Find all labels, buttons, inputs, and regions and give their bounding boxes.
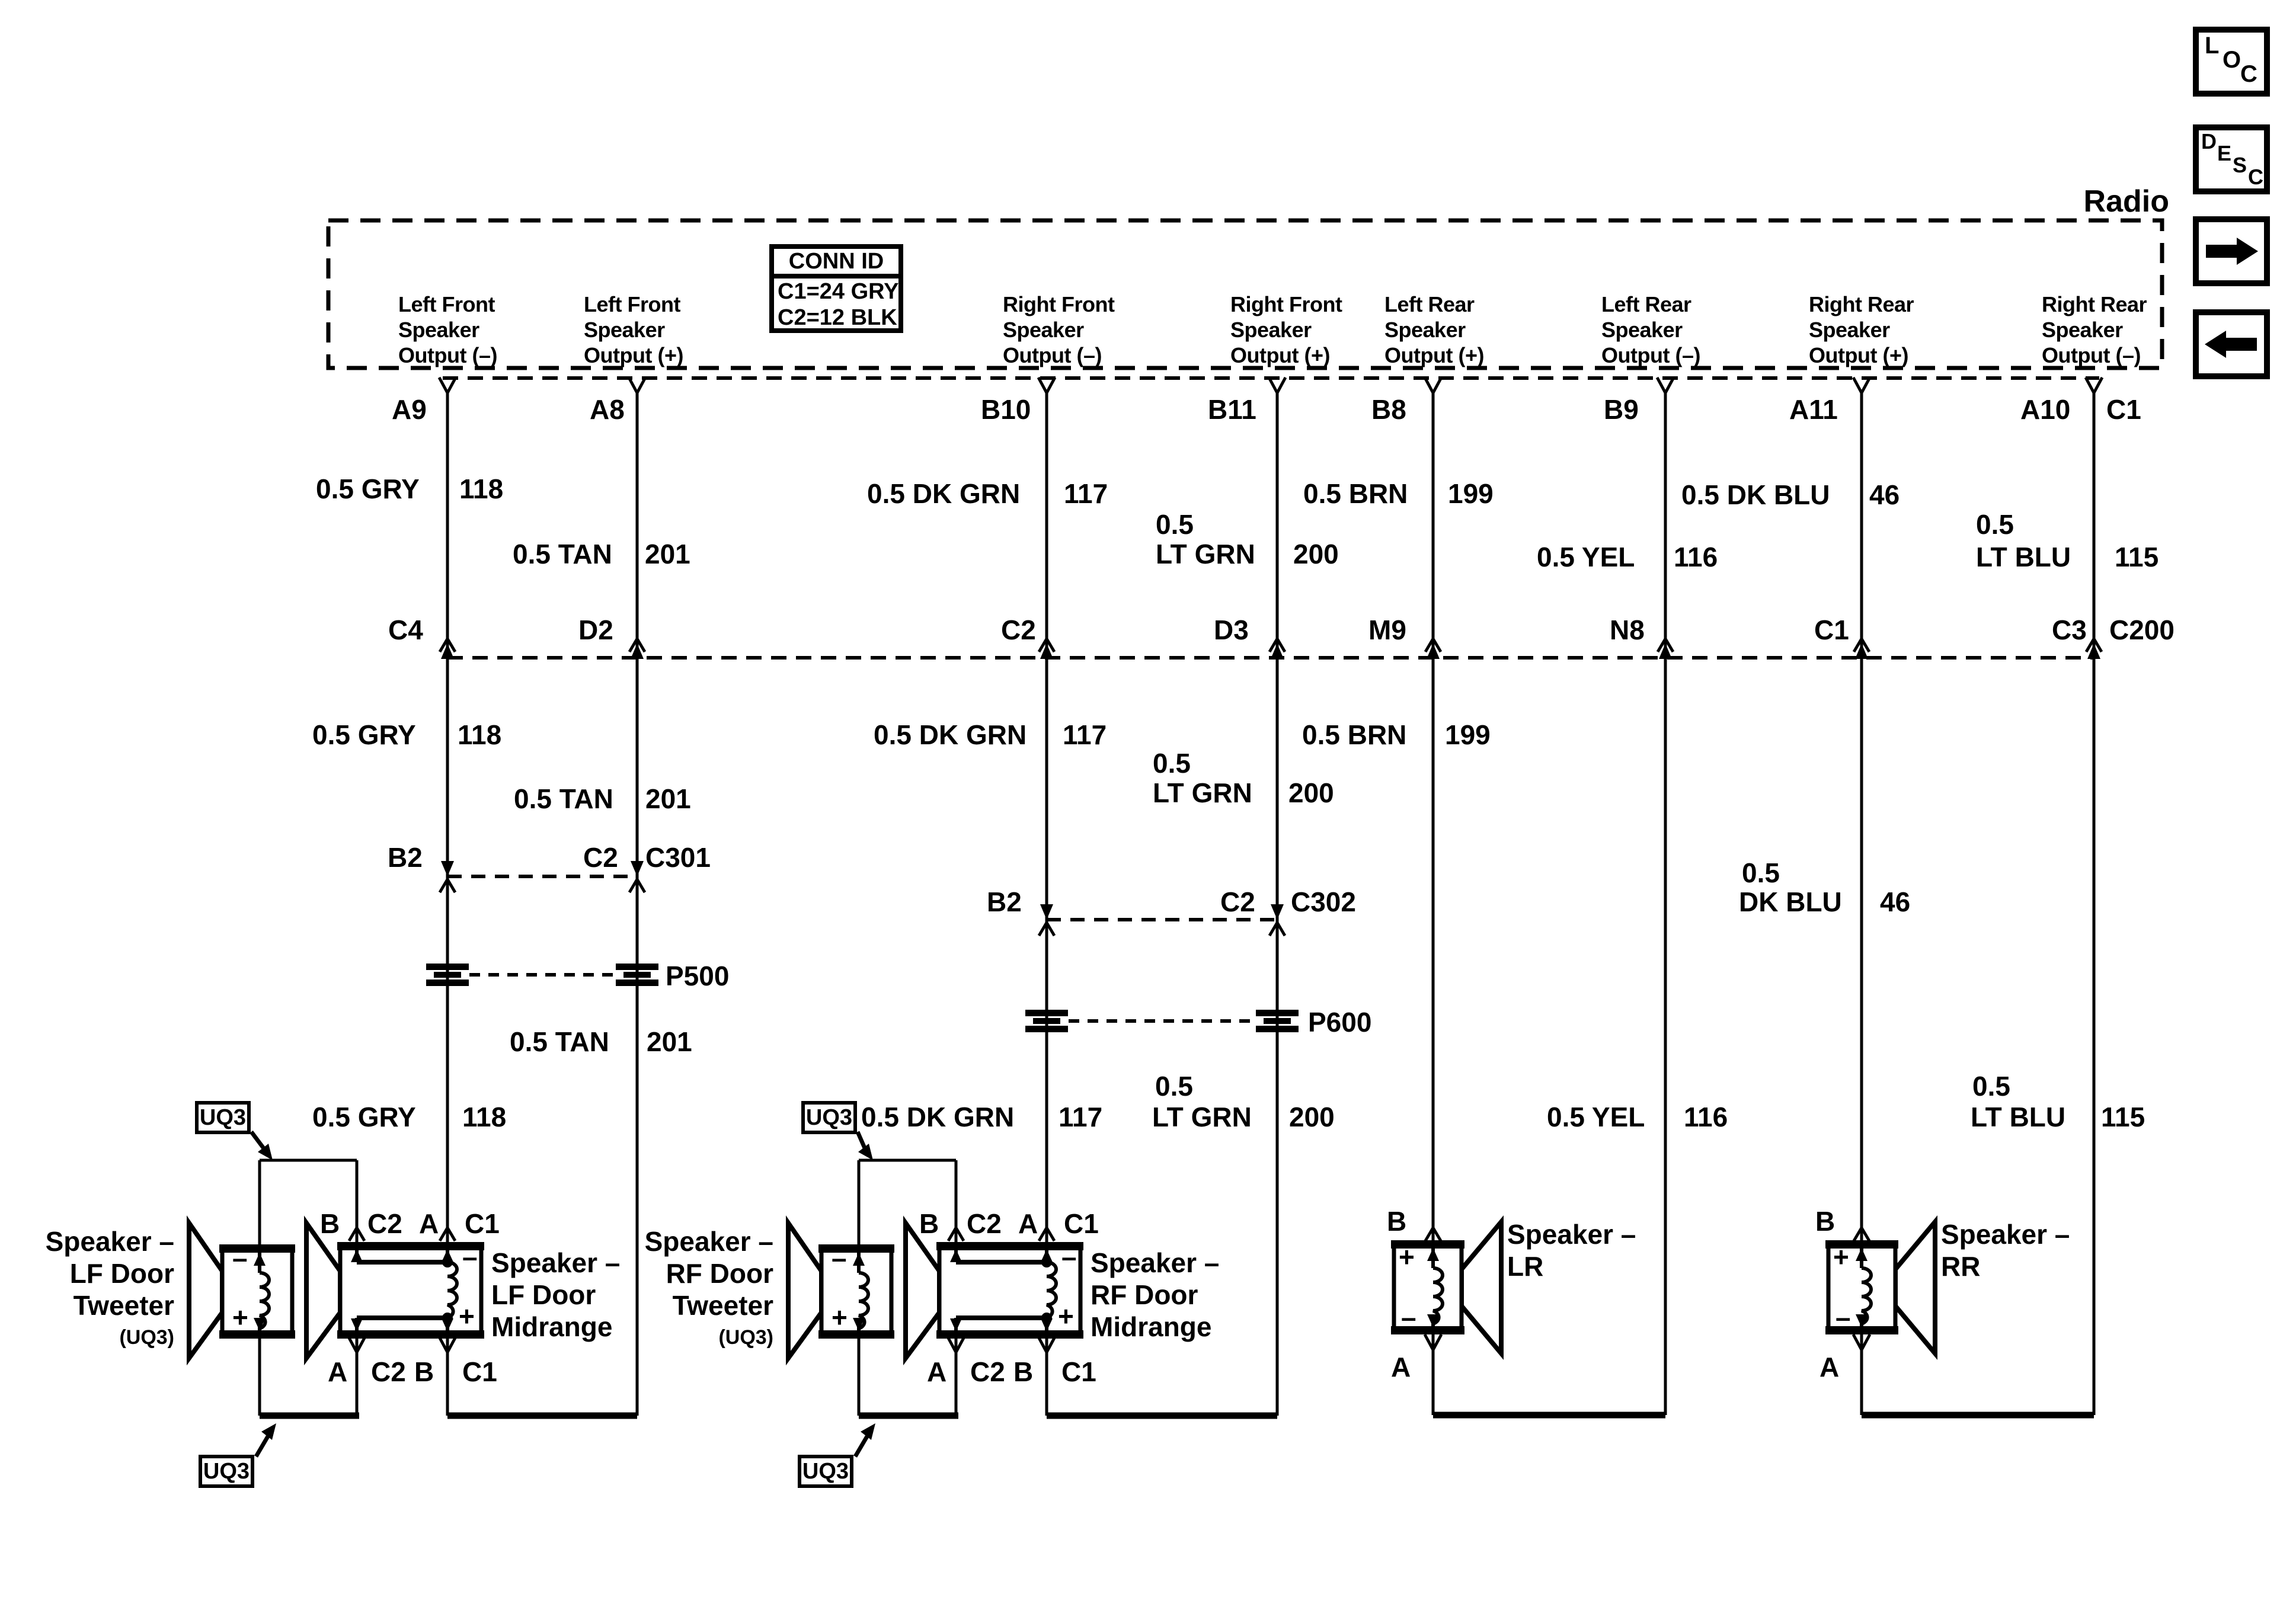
speaker-pin: A — [927, 1356, 947, 1387]
radio-pin-symbols — [439, 377, 2102, 393]
prev-page-button[interactable] — [2193, 309, 2270, 379]
circuit-number: 117 — [1059, 1102, 1103, 1132]
radio-output-label: Right Front Speaker Output (–) — [1003, 292, 1115, 367]
polarity-minus: – — [1835, 1302, 1851, 1333]
speaker-pin: C1 — [1061, 1356, 1096, 1387]
loc-letter: C — [2240, 61, 2257, 87]
connector-pin: C2 — [1220, 886, 1255, 917]
wire-label: 0.5 BRN — [1302, 719, 1407, 750]
wire-label: LT GRN — [1156, 539, 1255, 569]
next-page-button[interactable] — [2193, 216, 2270, 286]
circuit-number: 46 — [1869, 479, 1900, 510]
connector-pin: C4 — [388, 614, 423, 645]
speaker-label-rf-midrange: Speaker – RF Door Midrange — [1091, 1247, 1220, 1342]
desc-button[interactable] — [2193, 124, 2270, 194]
wire-label: 0.5 — [1742, 857, 1780, 888]
wire-label: 0.5 — [1972, 1071, 2010, 1102]
circuit-number: 115 — [2101, 1102, 2145, 1132]
connector-id: P600 — [1308, 1007, 1372, 1038]
radio-output-label: Left Rear Speaker Output (–) — [1601, 292, 1700, 367]
circuit-number: 201 — [645, 783, 691, 814]
connector-pin: N8 — [1610, 614, 1645, 645]
wire-label: LT BLU — [1976, 542, 2071, 572]
desc-letter: E — [2217, 141, 2232, 165]
circuit-number: 118 — [462, 1102, 507, 1132]
speaker-pin: C1 — [462, 1356, 497, 1387]
circuit-number: 118 — [458, 719, 502, 750]
bottom-buses — [260, 1415, 2094, 1416]
wire-label: 0.5 TAN — [513, 539, 612, 569]
wire-label: 0.5 GRY — [312, 1102, 416, 1132]
speaker-pin: B — [1387, 1206, 1407, 1237]
desc-letter: C — [2248, 165, 2263, 189]
polarity-plus: + — [459, 1301, 475, 1331]
p600-symbols — [1025, 1010, 1299, 1032]
conn-id-title: CONN ID — [774, 249, 898, 279]
connector-id: P500 — [666, 961, 730, 991]
wire-label: 0.5 GRY — [312, 719, 416, 750]
wire-label: 0.5 YEL — [1537, 542, 1635, 572]
wire-label: 0.5 DK GRN — [874, 719, 1027, 750]
circuit-number: 201 — [645, 539, 690, 569]
uq3-option-tag: UQ3 — [801, 1101, 857, 1134]
speaker-pin: A — [1819, 1352, 1840, 1382]
wire-label: 0.5 DK GRN — [861, 1102, 1015, 1132]
speaker-pin: B — [1013, 1356, 1034, 1387]
circuit-number: 116 — [1684, 1102, 1728, 1132]
circuit-number: 117 — [1064, 478, 1108, 509]
circuit-number: 115 — [2115, 542, 2159, 572]
speaker-pin: B — [919, 1208, 939, 1239]
polarity-minus: – — [832, 1243, 847, 1273]
connector-pin: D3 — [1214, 614, 1249, 645]
radio-pin: A11 — [1789, 394, 1838, 425]
circuit-number: 200 — [1293, 539, 1339, 569]
radio-pin: A10 — [2020, 394, 2071, 425]
speaker-pin: A — [419, 1208, 439, 1239]
polarity-plus: + — [1399, 1241, 1415, 1272]
wire-label: 0.5 DK BLU — [1681, 479, 1830, 510]
circuit-number: 118 — [459, 473, 504, 504]
wire-label: 0.5 GRY — [316, 473, 420, 504]
speaker-pin: C2 — [967, 1208, 1002, 1239]
conn-id-table — [769, 244, 903, 333]
connector-pin: C1 — [1814, 614, 1849, 645]
circuit-number: 116 — [1674, 542, 1718, 572]
wire-label: LT GRN — [1152, 1102, 1252, 1132]
desc-letter: D — [2201, 129, 2217, 153]
speaker-pin: C1 — [1064, 1208, 1099, 1239]
radio-output-label: Right Rear Speaker Output (+) — [1809, 292, 1914, 367]
radio-pin: B11 — [1208, 394, 1256, 425]
radio-pin: A8 — [590, 394, 625, 425]
radio-output-label: Left Rear Speaker Output (+) — [1384, 292, 1484, 367]
speaker-pin: C1 — [465, 1208, 500, 1239]
connector-id: C301 — [645, 842, 711, 873]
connector-pin: C2 — [1001, 614, 1036, 645]
wire-label: LT GRN — [1153, 777, 1252, 808]
arrow-left-icon — [2199, 315, 2264, 373]
uq3-option-tag: UQ3 — [798, 1455, 853, 1488]
radio-pin: B8 — [1371, 394, 1406, 425]
connector-pin: C3 — [2052, 614, 2087, 645]
speaker-pin: A — [328, 1356, 348, 1387]
speaker-pin: B — [320, 1208, 340, 1239]
connector-pin: D2 — [578, 614, 613, 645]
loc-letter: O — [2223, 47, 2241, 73]
wire-label: 0.5 — [1153, 748, 1191, 779]
wire-label: 0.5 — [1155, 1071, 1193, 1102]
loc-button[interactable] — [2193, 27, 2270, 97]
circuit-number: 46 — [1880, 886, 1911, 917]
circuit-number: 199 — [1445, 719, 1491, 750]
polarity-plus: + — [832, 1302, 848, 1333]
radio-pin: B10 — [981, 394, 1031, 425]
loc-letter: L — [2205, 33, 2220, 59]
c200-pin-symbols — [440, 639, 2102, 659]
desc-letter: S — [2233, 153, 2247, 177]
radio-output-label: Right Front Speaker Output (+) — [1230, 292, 1342, 367]
speaker-pin: C2 — [367, 1208, 402, 1239]
connector-pin: M9 — [1368, 614, 1406, 645]
conn-id-row: C2=12 BLK — [778, 305, 897, 330]
radio-connector-id: C1 — [2106, 394, 2141, 425]
speaker-pin: C2 — [371, 1356, 406, 1387]
speaker-pin: A — [1018, 1208, 1038, 1239]
connector-pin: B2 — [388, 842, 423, 873]
circuit-number: 200 — [1288, 777, 1334, 808]
radio-output-label: Left Front Speaker Output (+) — [584, 292, 683, 367]
radio-pin: B9 — [1604, 394, 1639, 425]
wire-label: 0.5 BRN — [1303, 478, 1408, 509]
wire-label: DK BLU — [1739, 886, 1842, 917]
connector-id: C200 — [2109, 614, 2175, 645]
speaker-pin: B — [1815, 1206, 1835, 1237]
radio-pin: A9 — [392, 394, 427, 425]
speaker-label-lf-tweeter: Speaker – LF Door Tweeter (UQ3) — [45, 1226, 174, 1349]
speaker-pin: C2 — [970, 1356, 1005, 1387]
connector-pin: B2 — [987, 886, 1022, 917]
circuit-number: 200 — [1289, 1102, 1335, 1132]
radio-output-label: Right Rear Speaker Output (–) — [2042, 292, 2147, 367]
wire-label: 0.5 — [1156, 509, 1194, 540]
speaker-pin: A — [1391, 1352, 1411, 1382]
speaker-label-rr: Speaker – RR — [1941, 1219, 2070, 1282]
radio-title: Radio — [2083, 184, 2169, 219]
polarity-plus: + — [1058, 1301, 1074, 1331]
uq3-option-tag: UQ3 — [195, 1101, 251, 1134]
wire-label: 0.5 — [1976, 509, 2014, 540]
speaker-label-lr: Speaker – LR — [1507, 1219, 1636, 1282]
circuit-number: 199 — [1448, 478, 1494, 509]
speaker-pin: B — [414, 1356, 434, 1387]
wire-label: 0.5 DK GRN — [867, 478, 1021, 509]
radio-output-label: Left Front Speaker Output (–) — [398, 292, 497, 367]
uq3-option-tag: UQ3 — [199, 1455, 254, 1488]
polarity-plus: + — [1833, 1241, 1849, 1272]
connector-id: C302 — [1291, 886, 1356, 917]
arrow-right-icon — [2199, 222, 2264, 280]
polarity-minus: – — [1401, 1302, 1416, 1333]
p500-symbols — [426, 964, 658, 986]
wire-label: 0.5 TAN — [514, 783, 613, 814]
wire-label: 0.5 YEL — [1547, 1102, 1645, 1132]
polarity-minus: – — [1061, 1241, 1077, 1272]
polarity-minus: – — [232, 1243, 248, 1273]
speaker-label-lf-midrange: Speaker – LF Door Midrange — [491, 1247, 621, 1342]
connector-pin: C2 — [583, 842, 618, 873]
wire-label: 0.5 TAN — [510, 1026, 609, 1057]
wire-label: LT BLU — [1971, 1102, 2066, 1132]
polarity-plus: + — [232, 1302, 248, 1333]
polarity-minus: – — [462, 1241, 478, 1272]
circuit-number: 117 — [1063, 719, 1107, 750]
circuit-number: 201 — [647, 1026, 692, 1057]
speaker-label-rf-tweeter: Speaker – RF Door Tweeter (UQ3) — [644, 1226, 773, 1349]
conn-id-row: C1=24 GRY — [778, 279, 899, 304]
